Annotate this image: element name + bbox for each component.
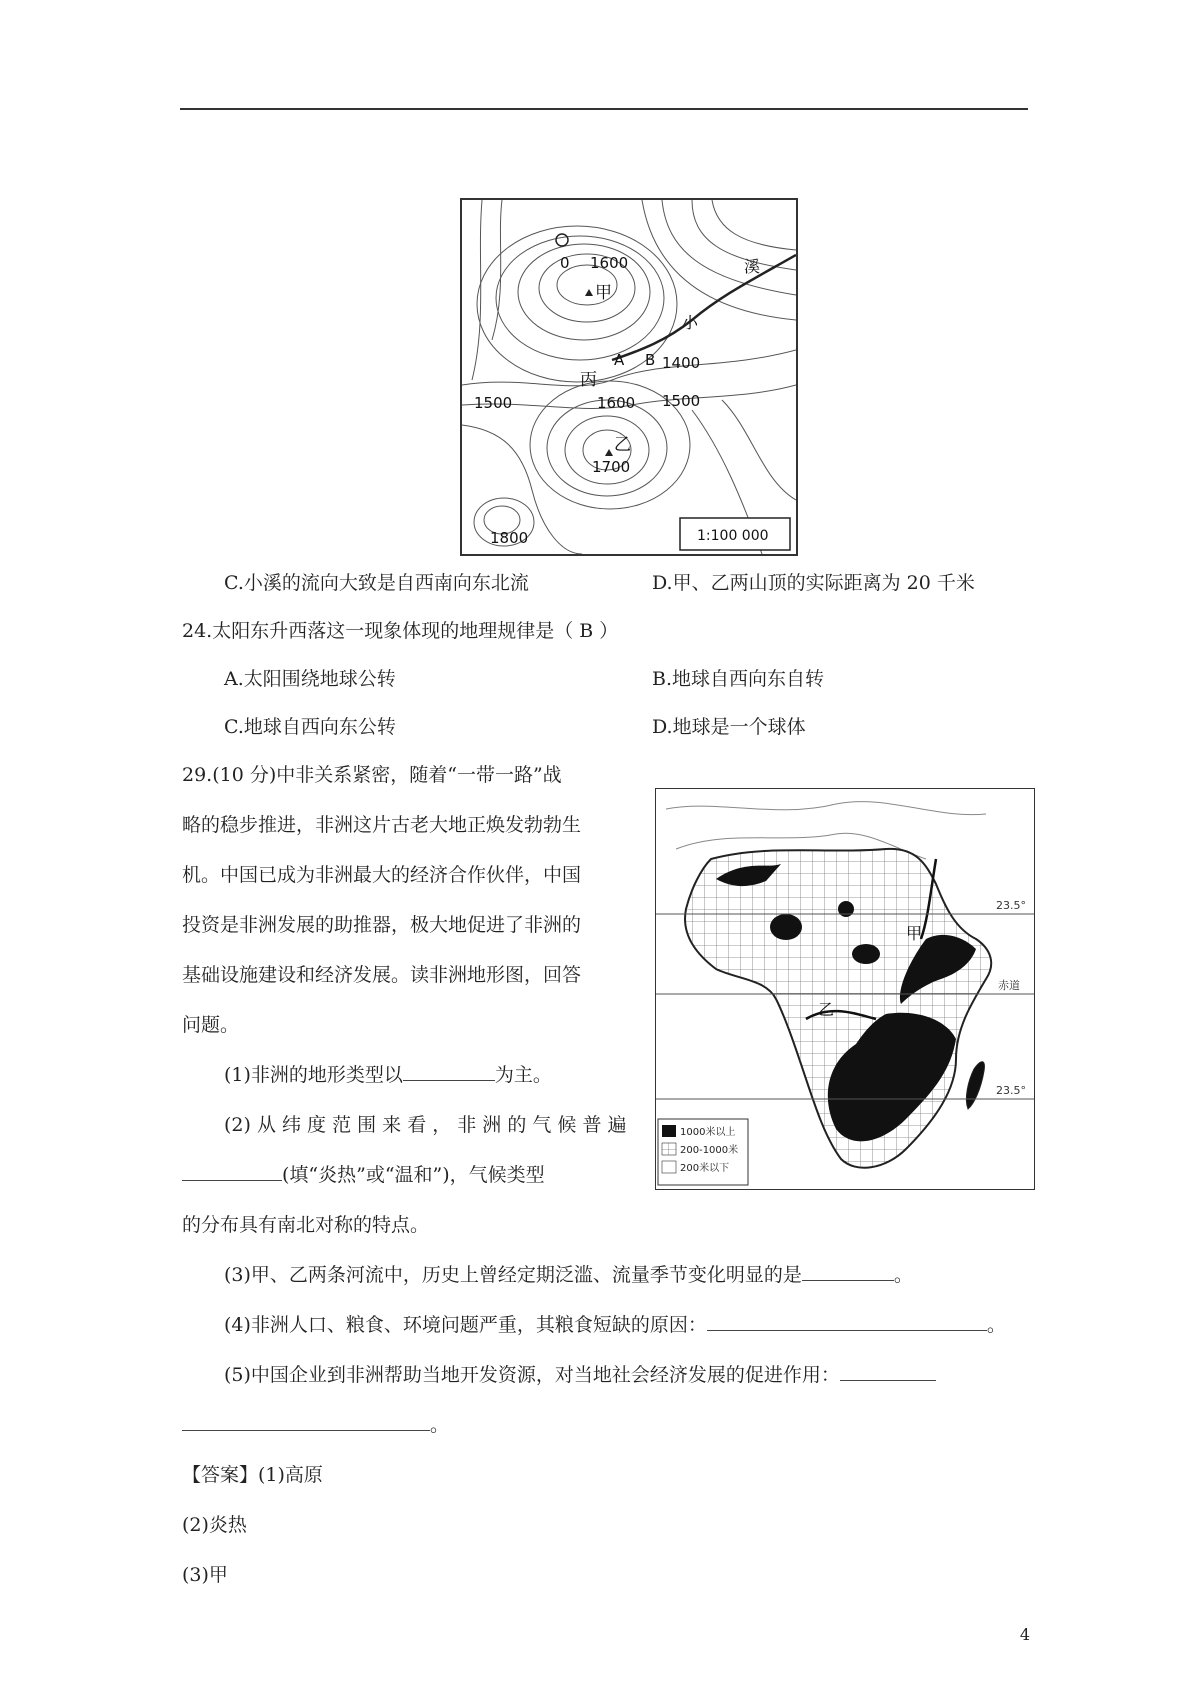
lat-label: 赤道 <box>998 979 1020 992</box>
stream-label: 溪 <box>744 257 761 276</box>
river-jia-label: 甲 <box>906 924 923 943</box>
sub-question-5: (5)中国企业到非洲帮助当地开发资源，对当地社会经济发展的促进作用： <box>224 1362 936 1388</box>
contour-label: 1700 <box>592 458 631 476</box>
point-bing-label: 丙 <box>580 370 597 390</box>
peak-jia-marker <box>585 289 593 296</box>
option-c: C.地球自西向东公转 <box>224 716 396 738</box>
lat-label: 23.5° <box>996 1084 1026 1097</box>
sub-question-5-cont: 。 <box>182 1412 449 1438</box>
contour-label: 1500 <box>662 392 701 410</box>
option-d: D.地球是一个球体 <box>652 716 806 738</box>
answer-blank[interactable] <box>182 1162 282 1181</box>
contour-label: 1600 <box>597 394 636 412</box>
legend-label: 1000米以上 <box>680 1127 736 1138</box>
answer-blank[interactable] <box>403 1062 495 1081</box>
question-29-intro: 问题。 <box>182 1014 240 1036</box>
answer-2: (2)炎热 <box>182 1514 247 1536</box>
peak-yi-label: 乙 <box>614 435 631 455</box>
question-29-intro: 机。中国已成为非洲最大的经济合作伙伴，中国 <box>182 864 582 886</box>
contour-label: 1500 <box>474 394 513 412</box>
highland <box>838 901 854 917</box>
question-29-intro: 投资是非洲发展的助推器，极大地促进了非洲的 <box>182 914 582 936</box>
africa-map-graphic <box>656 789 1034 1189</box>
answer-blank[interactable] <box>802 1262 894 1281</box>
sub-question-2: (2) 从 纬 度 范 围 来 看 ， 非 洲 的 气 候 普 遍 <box>224 1114 627 1136</box>
sub-question-2-cont: 的分布具有南北对称的特点。 <box>182 1214 430 1236</box>
africa-terrain-map <box>655 788 1035 1190</box>
contour-label: 0 <box>560 254 570 272</box>
summit-marker <box>556 234 568 246</box>
sub-question-1: (1)非洲的地形类型以 为主。 <box>224 1064 552 1086</box>
legend-swatch-high <box>662 1125 676 1137</box>
sub-question-3: (3)甲、乙两条河流中，历史上曾经定期泛滥、流量季节变化明显的是 。 <box>224 1264 913 1286</box>
peak-jia-label: 甲 <box>595 283 612 303</box>
question-29-intro: 略的稳步推进，非洲这片古老大地正焕发勃勃生 <box>182 814 582 836</box>
option-b: B.地球自西向东自转 <box>652 668 825 690</box>
option-c: C.小溪的流向大致是自西南向东北流 <box>224 572 529 594</box>
question-24-stem: 24.太阳东升西落这一现象体现的地理规律是（ B ） <box>182 620 619 642</box>
contour-lines <box>462 200 796 554</box>
header-rule <box>180 108 1028 110</box>
stream-line <box>612 255 796 360</box>
topographic-map <box>460 198 798 556</box>
option-d: D.甲、乙两山顶的实际距离为 20 千米 <box>652 572 975 594</box>
map-legend <box>658 1119 748 1185</box>
river-yi-label: 乙 <box>818 1000 835 1019</box>
legend-swatch-low <box>662 1161 676 1173</box>
question-29-intro: 29.(10 分)中非关系紧密，随着“一带一路”战 <box>182 764 562 786</box>
sub-question-2-cont: (填“炎热”或“温和”)，气候类型 <box>182 1162 545 1188</box>
highland <box>852 944 880 964</box>
answer-blank[interactable] <box>840 1362 936 1381</box>
answer-blank[interactable] <box>182 1412 430 1431</box>
legend-label: 200-1000米 <box>680 1145 739 1156</box>
scale-label: 1:100 000 <box>697 528 769 544</box>
highland <box>770 914 802 940</box>
contour-label: 1800 <box>490 529 529 547</box>
sub-question-4: (4)非洲人口、粮食、环境问题严重，其粮食短缺的原因： 。 <box>224 1314 1006 1336</box>
contour-label: 1600 <box>590 254 629 272</box>
answer-1: 【答案】(1)高原 <box>182 1464 323 1486</box>
madagascar <box>966 1062 984 1109</box>
legend-label: 200米以下 <box>680 1163 730 1174</box>
stream-label: 小 <box>682 313 699 332</box>
lat-label: 23.5° <box>996 899 1026 912</box>
question-29-intro: 基础设施建设和经济发展。读非洲地形图，回答 <box>182 964 582 986</box>
point-b-label: B <box>645 351 656 369</box>
answer-blank[interactable] <box>707 1312 987 1331</box>
peak-yi-marker <box>605 449 613 456</box>
point-a-label: A <box>614 351 625 369</box>
contour-label: 1400 <box>662 354 701 372</box>
legend-swatch-mid <box>662 1143 676 1155</box>
page-number: 4 <box>1019 1625 1030 1644</box>
answer-3: (3)甲 <box>182 1564 228 1586</box>
option-a: A.太阳围绕地球公转 <box>224 668 396 690</box>
